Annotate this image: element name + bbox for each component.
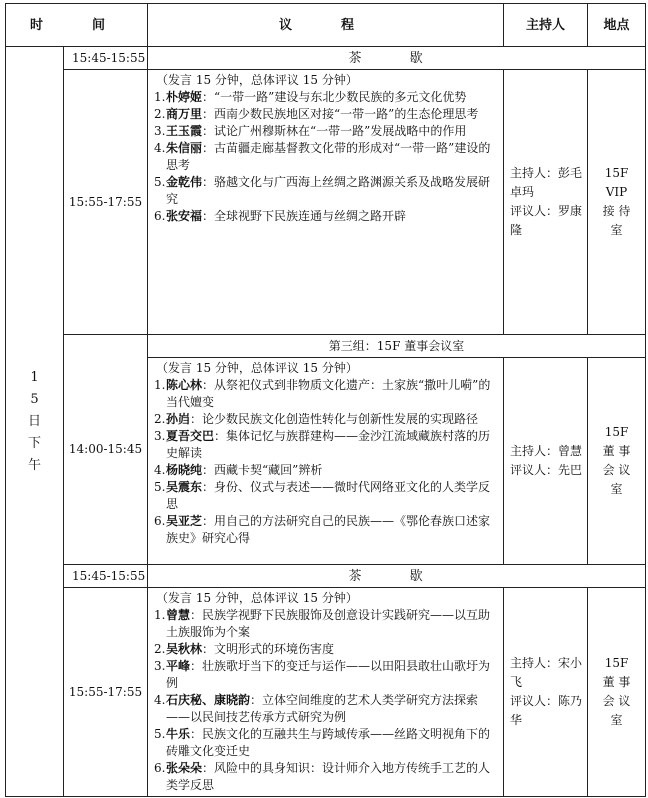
session-note: （发言 15 分钟，总体评议 15 分钟）: [156, 73, 358, 87]
talk-item: 6.吴亚芝：用自己的方法研究自己的民族——《鄂伦春族口述家族史》研究心得: [154, 514, 491, 545]
talk-item: 3.王玉霞：试论广州穆斯林在“一带一路”发展战略中的作用: [154, 124, 467, 138]
day-label: 15 日 下 午: [6, 47, 64, 797]
reviewer-name: 评议人：陈乃华: [510, 694, 583, 727]
talk-item: 3.夏吾交巴：集体记忆与族群建构——金沙江流域藏族村落的历史解读: [154, 429, 491, 460]
host-name: 主持人：曾慧: [510, 444, 583, 458]
talk-item: 4.杨晓纯：西藏卡契“藏回”辨析: [154, 463, 323, 477]
room-cell: 15F VIP 接 待 室: [588, 70, 646, 335]
time-slot: 14:00-15:45: [64, 335, 148, 565]
agenda-cell: [148, 70, 504, 335]
session-row: [6, 70, 646, 335]
reviewer-name: 评议人：先巴: [510, 463, 583, 477]
talk-item: 1.陈心林：从祭祀仪式到非物质文化遗产：土家族“撒叶儿嗬”的当代嬗变: [154, 378, 491, 409]
talk-item: 2.商万里：西南少数民族地区对接“一带一路”的生态伦理思考: [154, 107, 479, 121]
talk-item: 5.金乾伟：骆越文化与广西海上丝绸之路渊源关系及战略发展研究: [154, 175, 491, 206]
host-cell: [504, 358, 588, 565]
talk-item: 6.张安福：全球视野下民族连通与丝绸之路开辟: [154, 209, 407, 223]
header-agenda: 议 程: [148, 4, 504, 47]
talk-item: 4.石庆秘、康晓韵：立体空间维度的艺术人类学研究方法探索——以民间技艺传承方式研究为例: [154, 693, 479, 724]
agenda-cell: [148, 358, 504, 565]
session-row: [6, 588, 646, 797]
talk-item: 4.朱信丽：古苗疆走廊基督教文化带的形成对“一带一路”建设的思考: [154, 141, 491, 172]
agenda-cell: [148, 588, 504, 797]
talk-item: 2.孙岿：论少数民族文化创造性转化与创新性发展的实现路径: [154, 412, 479, 426]
time-slot: 15:45-15:55: [64, 565, 148, 588]
break-row: [6, 47, 646, 70]
session-note: （发言 15 分钟，总体评议 15 分钟）: [156, 361, 358, 375]
session-note: （发言 15 分钟，总体评议 15 分钟）: [156, 591, 358, 605]
talk-item: 5.吴震东：身份、仪式与表述——微时代网络亚文化的人类学反思: [154, 480, 491, 511]
schedule-table: [5, 3, 646, 797]
group-title: 第三组：15F 董事会议室: [148, 335, 646, 358]
talk-item: 1.朴婷姬：“一带一路”建设与东北少数民族的多元文化优势: [154, 90, 467, 104]
host-name: 主持人：彭毛卓玛: [510, 166, 583, 199]
talk-item: 6.张朵朵：风险中的具身知识：设计师介入地方传统手工艺的人类学反思: [154, 761, 491, 792]
reviewer-name: 评议人：罗康隆: [510, 204, 583, 237]
talk-item: 3.平峰：壮族歌圩当下的变迁与运作——以田阳县敢壮山歌圩为例: [154, 659, 491, 690]
time-slot: 15:55-17:55: [64, 70, 148, 335]
tea-break: 茶 歇: [148, 47, 646, 70]
host-cell: [504, 588, 588, 797]
time-slot: 15:45-15:55: [64, 47, 148, 70]
tea-break: 茶 歇: [148, 565, 646, 588]
header-host: 主持人: [504, 4, 588, 47]
talk-item: 1.曾慧：民族学视野下民族服饰及创意设计实践研究——以互助土族服饰为个案: [154, 608, 491, 639]
group-row: [6, 335, 646, 358]
break-row: [6, 565, 646, 588]
talk-item: 2.吴秋林：文明形式的环境伤害度: [154, 642, 335, 656]
room-cell: 15F 董 事 会 议 室: [588, 358, 646, 565]
time-slot: 15:55-17:55: [64, 588, 148, 797]
room-cell: 15F 董 事 会 议 室: [588, 588, 646, 797]
header-time: 时 间: [6, 4, 148, 47]
header-row: [6, 4, 646, 47]
host-cell: [504, 70, 588, 335]
talk-item: 5.牛乐：民族文化的互融共生与跨域传承——丝路文明视角下的砖雕文化变迁史: [154, 727, 491, 758]
host-name: 主持人：宋小飞: [510, 656, 583, 689]
header-location: 地点: [588, 4, 646, 47]
